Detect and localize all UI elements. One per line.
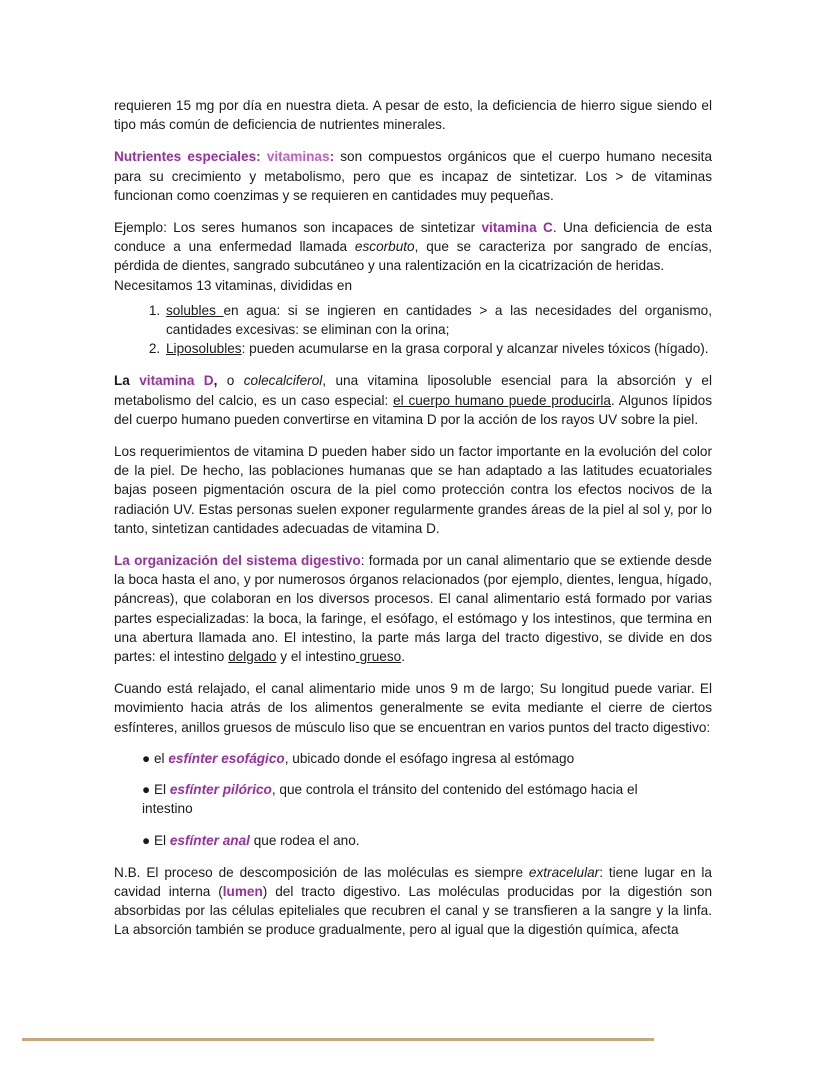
text: Necesitamos 13 vitaminas, divididas en bbox=[114, 277, 353, 293]
text: , que se caracteriza por sangrado de encías, pérdida de dientes, sangrado subcutáneo y una ralentización en la cicatrización de heridas. bbox=[114, 239, 712, 274]
text: . Algunos lípidos del cuerpo humano pueden convertirse en vitamina D por la acción de los rayos UV sobre la piel. bbox=[114, 392, 713, 427]
text: ● El bbox=[142, 782, 170, 798]
paragraph-iron: requieren 15 mg por día en nuestra dieta. A pesar de esto, la deficiencia de hierro sigue siendo el tipo más común de deficiencia de nutrientes minerales. bbox=[114, 98, 712, 133]
text: ) del tracto digestivo. Las moléculas producidas por la digestión son absorbidas por las células epiteliales que recubren el canal y se transfieren a la sangre y la linfa. La absorción también se produce gradualmente, pero al igual que la digestión química, afecta bbox=[114, 883, 713, 938]
paragraph-vitamina-d bbox=[114, 371, 712, 429]
term-grueso: grueso bbox=[355, 649, 402, 665]
term-delgado: delgado bbox=[228, 649, 277, 665]
text: Ejemplo: Los seres humanos son incapaces de sintetizar bbox=[114, 220, 482, 236]
paragraph-vitaminas bbox=[114, 147, 712, 205]
heading-organizacion-sistema-digestivo: La organización del sistema digestivo bbox=[114, 553, 361, 569]
term-solubles: solubles bbox=[166, 302, 224, 318]
bullet-item bbox=[114, 749, 712, 768]
text: en agua: si se ingieren en cantidades > a las necesidades del organismo, cantidades excesivas: se eliminan con la orina; bbox=[166, 302, 713, 338]
footer-rule bbox=[22, 1038, 654, 1041]
list-item bbox=[164, 339, 712, 358]
text: . Una deficiencia de esta conduce a una enfermedad llamada bbox=[114, 220, 713, 255]
text: : tiene lugar en la cavidad interna ( bbox=[114, 864, 712, 899]
text: que rodea el ano. bbox=[249, 832, 360, 848]
text: N.B. El proceso de descomposición de las moléculas es siempre bbox=[114, 864, 529, 880]
term-esfinter-pilorico: esfínter pilórico bbox=[169, 782, 272, 798]
term-colecalciferol: colecalciferol bbox=[243, 373, 323, 389]
paragraph-relajado: Cuando está relajado, el canal alimentario mide unos 9 m de largo; Su longitud puede variar. El movimiento hacia atrás de los alimentos generalmente se evita mediante el cierre de ciertos esfínteres, anillos gruesos de músculo liso que se encuentran en varios puntos del tracto digestivo: bbox=[114, 681, 712, 735]
text: , que controla el tránsito del contenido del estómago hacia el intestino bbox=[142, 782, 638, 817]
heading-nutrientes-especiales: Nutrientes especiales: bbox=[114, 149, 261, 165]
paragraph-ejemplo bbox=[114, 218, 712, 295]
term-lumen: lumen bbox=[222, 883, 263, 899]
text: , bbox=[213, 373, 218, 389]
text: : formada por un canal alimentario que se extiende desde la boca hasta el ano, y por numerosos órganos relacionados (por ejemplo, dientes, lengua, hígado, páncreas), que colaboran en los diversos procesos. El canal alimentario está formado por varias partes especializadas: la boca, la faringe, el esófago, el estómago y los intestinos, que termina en una abertura llamada ano. El intestino, la parte más larga del tracto digestivo, se divide en dos partes: el intestino bbox=[114, 553, 712, 665]
text: y el intestino bbox=[276, 649, 356, 665]
paragraph-nb bbox=[114, 863, 712, 940]
text: La bbox=[114, 373, 140, 389]
text: , una vitamina liposoluble esencial para la absorción y el metabolismo del calcio, es un caso especial: bbox=[114, 373, 713, 408]
text: son compuestos orgánicos que el cuerpo humano necesita para su crecimiento y metabolismo, pero que es incapaz de sintetizar. Los > de vitaminas funcionan como coenzimas y se requieren en cantidades muy pequeñas. bbox=[114, 149, 713, 203]
term-esfinter-anal: esfínter anal bbox=[169, 832, 250, 848]
bullet-item bbox=[114, 780, 642, 818]
term-extracelular: extracelular bbox=[528, 864, 600, 880]
term-vitaminas: vitaminas bbox=[266, 149, 330, 165]
vitamin-types-list bbox=[114, 301, 712, 359]
term-escorbuto: escorbuto bbox=[354, 239, 415, 255]
text: o bbox=[217, 373, 244, 389]
term-vitamina-d: vitamina D bbox=[139, 373, 214, 389]
list-item bbox=[164, 301, 712, 339]
colon: : bbox=[329, 149, 335, 165]
term-vitamina-c: vitamina C bbox=[481, 220, 553, 236]
term-liposolubles: Liposolubles bbox=[166, 341, 242, 357]
text: . bbox=[401, 649, 405, 665]
text: ● El bbox=[142, 832, 170, 848]
term-esfinter-esofagico: esfínter esofágico bbox=[168, 750, 285, 766]
underlined-phrase: el cuerpo humano puede producirla bbox=[393, 392, 611, 408]
text: , ubicado donde el esófago ingresa al estómago bbox=[284, 750, 575, 766]
text: : pueden acumularse en la grasa corporal y alcanzar niveles tóxicos (hígado). bbox=[241, 341, 709, 357]
text: ● el bbox=[142, 750, 169, 766]
paragraph-color-piel: Los requerimientos de vitamina D pueden haber sido un factor importante en la evolución del color de la piel. De hecho, las poblaciones humanas que se han adaptado a las latitudes ecuatoriales bajas poseen pigmentación oscura de la piel como protección contra los efectos nocivos de la radiación UV. Estas personas suelen exponer regularmente grandes áreas de la piel al sol y, por lo tanto, sintetizan cantidades adecuadas de vitamina D. bbox=[114, 444, 712, 536]
document-page bbox=[114, 96, 712, 940]
bullet-item bbox=[114, 831, 712, 850]
paragraph-organizacion bbox=[114, 551, 712, 666]
